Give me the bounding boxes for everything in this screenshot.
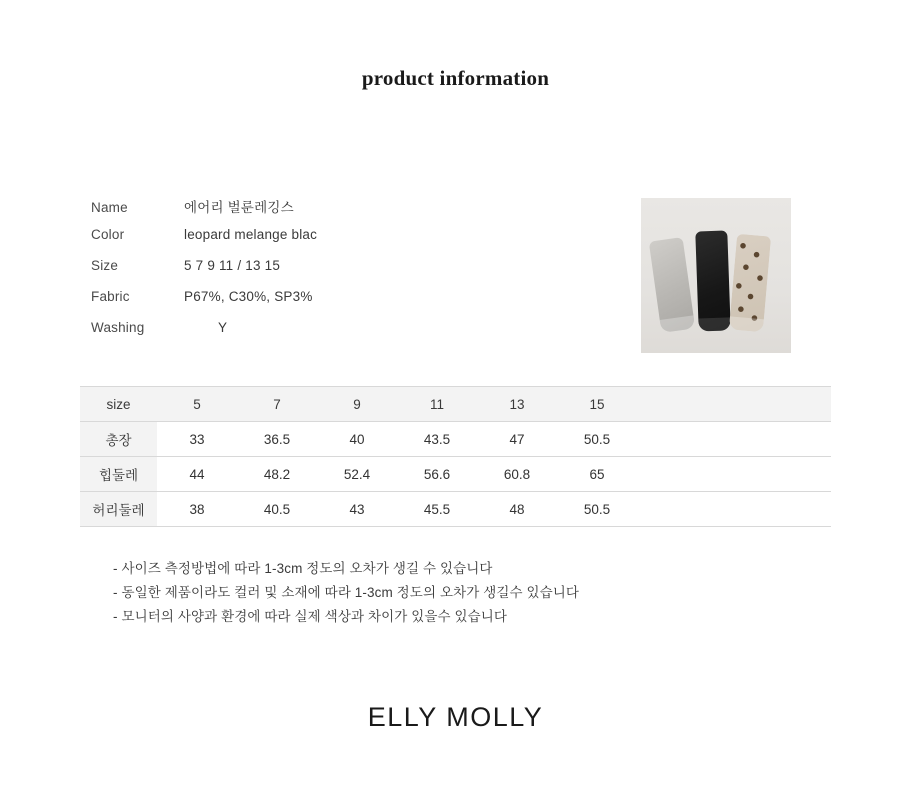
table-header-cell-9: 9 <box>317 387 397 422</box>
table-row <box>80 422 831 457</box>
cell-waist-15: 50.5 <box>557 492 637 527</box>
table-header-cell-7: 7 <box>237 387 317 422</box>
info-label-fabric: Fabric <box>91 289 130 304</box>
table-header-cell-13: 13 <box>477 387 557 422</box>
table-header-cell-15: 15 <box>557 387 637 422</box>
row-label-hip: 힙둘레 <box>80 457 157 492</box>
cell-length-5: 33 <box>157 422 237 457</box>
info-label-name: Name <box>91 200 128 215</box>
info-value-fabric: P67%, C30%, SP3% <box>184 289 313 304</box>
cell-length-13: 47 <box>477 422 557 457</box>
cell-hip-9: 52.4 <box>317 457 397 492</box>
info-row-washing <box>91 320 561 351</box>
table-header-row <box>80 387 831 422</box>
cell-waist-13: 48 <box>477 492 557 527</box>
note-line-2: - 동일한 제품이라도 컬러 및 소재에 따라 1-3cm 정도의 오차가 생길수 있습니다 <box>113 585 580 600</box>
legging-black <box>695 230 730 331</box>
table-header-cell-11: 11 <box>397 387 477 422</box>
table-row <box>80 457 831 492</box>
note-line-3: - 모니터의 사양과 환경에 따라 실제 색상과 차이가 있을수 있습니다 <box>113 609 508 624</box>
info-label-color: Color <box>91 227 125 242</box>
brand-logo: ELLY MOLLY <box>367 702 544 732</box>
info-value-color: leopard melange blac <box>184 227 318 242</box>
info-label-size: Size <box>91 258 119 273</box>
info-row-fabric <box>91 289 561 320</box>
row-label-waist: 허리둘레 <box>80 492 157 527</box>
size-chart-body <box>80 422 831 527</box>
cell-hip-15: 65 <box>557 457 637 492</box>
table-header-spacer <box>637 387 831 422</box>
cell-length-9: 40 <box>317 422 397 457</box>
row-spacer <box>637 492 831 527</box>
product-info-list <box>91 196 561 351</box>
cell-length-11: 43.5 <box>397 422 477 457</box>
cell-hip-13: 60.8 <box>477 457 557 492</box>
info-row-name <box>91 196 561 227</box>
info-value-washing: Y <box>218 320 228 335</box>
product-photo <box>641 198 791 353</box>
cell-hip-11: 56.6 <box>397 457 477 492</box>
table-header-cell-5: 5 <box>157 387 237 422</box>
row-label-length: 총장 <box>80 422 157 457</box>
cell-waist-11: 45.5 <box>397 492 477 527</box>
size-chart-head <box>80 387 831 422</box>
cell-hip-5: 44 <box>157 457 237 492</box>
row-spacer <box>637 457 831 492</box>
notes-list <box>113 557 813 629</box>
info-value-name: 에어리 벌룬레깅스 <box>184 200 294 215</box>
info-label-washing: Washing <box>91 320 145 335</box>
cell-waist-9: 43 <box>317 492 397 527</box>
cell-length-7: 36.5 <box>237 422 317 457</box>
row-spacer <box>637 422 831 457</box>
cell-length-15: 50.5 <box>557 422 637 457</box>
page-title: product information <box>361 66 550 90</box>
cell-waist-7: 40.5 <box>237 492 317 527</box>
cell-waist-5: 38 <box>157 492 237 527</box>
size-chart-table <box>80 386 831 527</box>
note-line-1: - 사이즈 측정방법에 따라 1-3cm 정도의 오차가 생길 수 있습니다 <box>113 561 493 576</box>
table-header-cell-size: size <box>80 387 157 422</box>
info-value-size: 5 7 9 11 / 13 15 <box>184 258 281 273</box>
info-row-color <box>91 227 561 258</box>
info-row-size <box>91 258 561 289</box>
table-row <box>80 492 831 527</box>
cell-hip-7: 48.2 <box>237 457 317 492</box>
